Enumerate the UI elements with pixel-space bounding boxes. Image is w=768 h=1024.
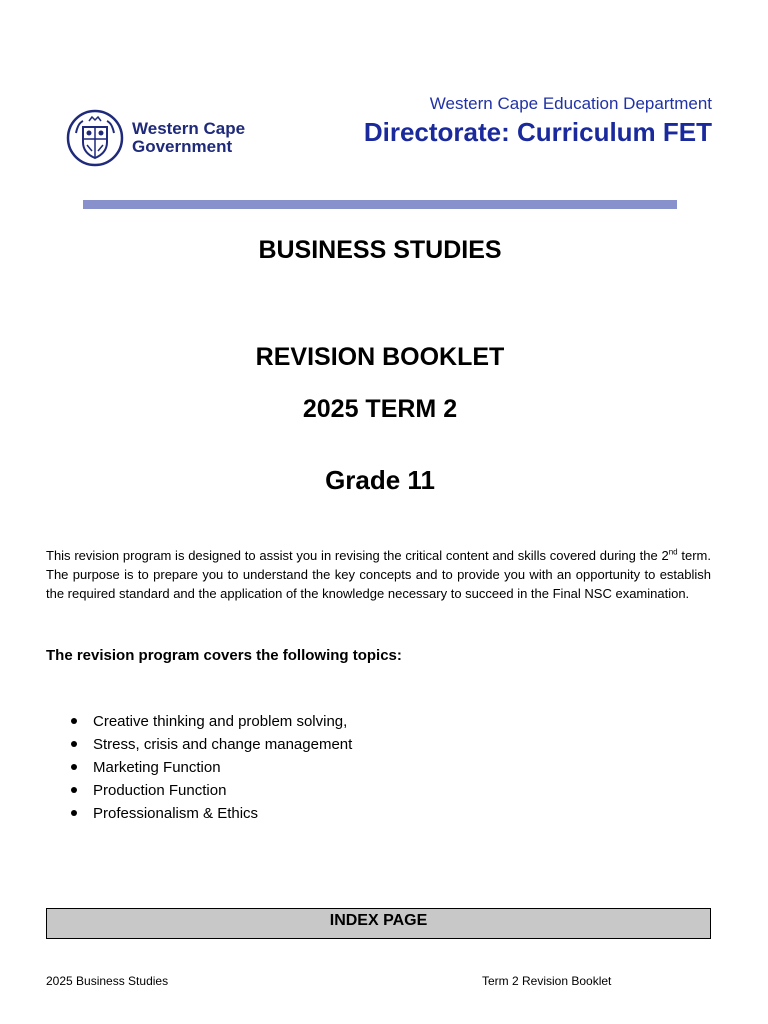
intro-paragraph <box>46 546 711 603</box>
footer-left: 2025 Business Studies <box>46 974 169 988</box>
department-name: Western Cape Education Department <box>429 94 712 113</box>
intro-text-part1: This revision program is designed to assist you in revising the critical content and skills covered during the 2 <box>46 548 669 563</box>
topic-item: Professionalism & Ethics <box>46 802 352 825</box>
topic-item: Production Function <box>46 779 352 802</box>
ordinal-suffix: nd <box>668 547 678 557</box>
index-page-header: INDEX PAGE <box>46 908 711 939</box>
government-logo <box>66 109 245 167</box>
subject-title: BUSINESS STUDIES <box>258 236 502 264</box>
topic-item: Stress, crisis and change management <box>46 733 352 756</box>
logo-line-2: Government <box>132 137 233 156</box>
booklet-title: REVISION BOOKLET <box>255 343 505 371</box>
topic-item: Creative thinking and problem solving, <box>46 710 352 733</box>
logo-wordmark <box>132 120 245 156</box>
topics-list <box>46 710 352 825</box>
term-title: 2025 TERM 2 <box>302 395 458 423</box>
grade-title: Grade 11 <box>325 465 435 495</box>
topics-heading: The revision program covers the following topics: <box>46 647 402 664</box>
header-divider <box>83 200 677 209</box>
footer-right: Term 2 Revision Booklet <box>482 974 612 988</box>
directorate-title: Directorate: Curriculum FET <box>363 117 712 147</box>
coat-of-arms-icon <box>66 109 124 167</box>
intro-text-part2: term. The purpose is to prepare you to understand the key concepts and to provide you with an opportunity to establish the required standard and the application of the knowledge necessary to succeed in the Final NSC examination. <box>46 548 711 601</box>
logo-line-1: Western Cape <box>132 119 246 138</box>
topic-item: Marketing Function <box>46 756 352 779</box>
